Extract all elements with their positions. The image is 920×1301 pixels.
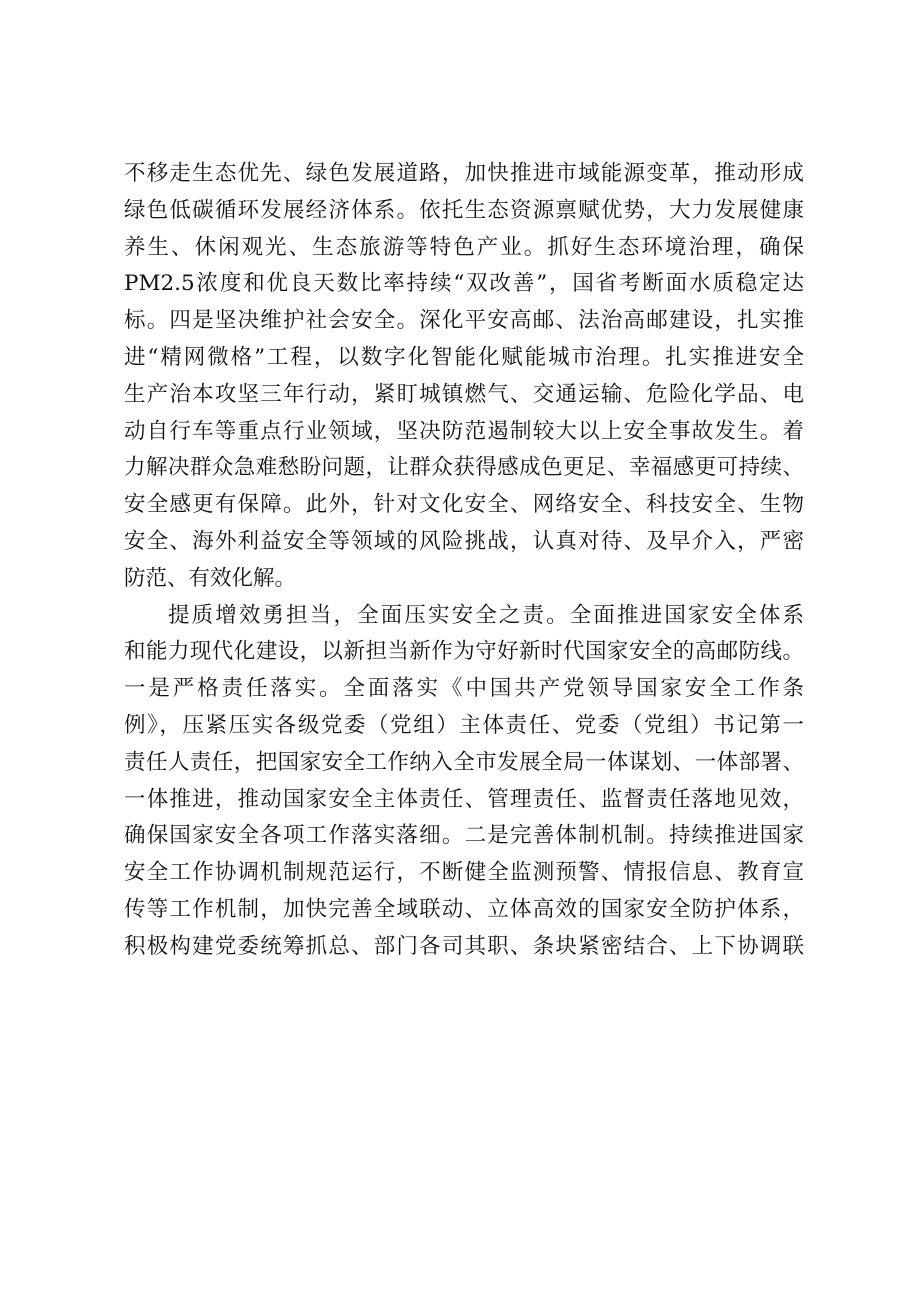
text-line: 防范、有效化解。: [124, 565, 297, 591]
text-line: 责任人责任，把国家安全工作纳入全市发展全局一体谋划、一体部署、: [124, 749, 804, 775]
text-line: 安全工作协调机制规范运行，不断健全监测预警、情报信息、教育宣: [124, 860, 804, 886]
paragraph-first-line: 提质增效勇担当，全面压实安全之责。全面推进国家安全体系: [168, 602, 804, 628]
text-line: 标。四是坚决维护社会安全。深化平安高邮、法治高邮建设，扎实推: [124, 308, 804, 334]
text-line: 生产治本攻坚三年行动，紧盯城镇燃气、交通运输、危险化学品、电: [124, 381, 804, 407]
text-line: 绿色低碳循环发展经济体系。依托生态资源禀赋优势，大力发展健康: [124, 197, 804, 223]
text-line: 动自行车等重点行业领域，坚决防范遏制较大以上安全事故发生。着: [124, 418, 804, 444]
text-line: 安全感更有保障。此外，针对文化安全、网络安全、科技安全、生物: [124, 492, 804, 518]
text-line: 一体推进，推动国家安全主体责任、管理责任、监督责任落地见效，: [124, 786, 804, 812]
text-line: 传等工作机制，加快完善全域联动、立体高效的国家安全防护体系，: [124, 896, 804, 922]
text-line: 确保国家安全各项工作落实落细。二是完善体制机制。持续推进国家: [124, 823, 804, 849]
text-line: 和能力现代化建设，以新担当新作为守好新时代国家安全的高邮防线。: [124, 639, 804, 665]
text-line: 一是严格责任落实。全面落实《中国共产党领导国家安全工作条: [124, 676, 804, 702]
text-line: 力解决群众急难愁盼问题，让群众获得感成色更足、幸福感更可持续、: [124, 455, 804, 481]
text-line: 进“精网微格”工程，以数字化智能化赋能城市治理。扎实推进安全: [124, 344, 804, 370]
text-line: 养生、休闲观光、生态旅游等特色产业。抓好生态环境治理，确保: [124, 234, 804, 260]
text-line: 安全、海外利益安全等领域的风险挑战，认真对待、及早介入，严密: [124, 528, 804, 554]
text-line: 例》，压紧压实各级党委（党组）主体责任、党委（党组）书记第一: [124, 712, 804, 738]
text-line: 积极构建党委统筹抓总、部门各司其职、条块紧密结合、上下协调联: [124, 933, 804, 959]
text-line: PM2.5浓度和优良天数比率持续“双改善”，国省考断面水质稳定达: [124, 271, 804, 297]
text-line: 不移走生态优先、绿色发展道路，加快推进市域能源变革，推动形成: [124, 161, 804, 186]
document-body: [124, 156, 804, 966]
